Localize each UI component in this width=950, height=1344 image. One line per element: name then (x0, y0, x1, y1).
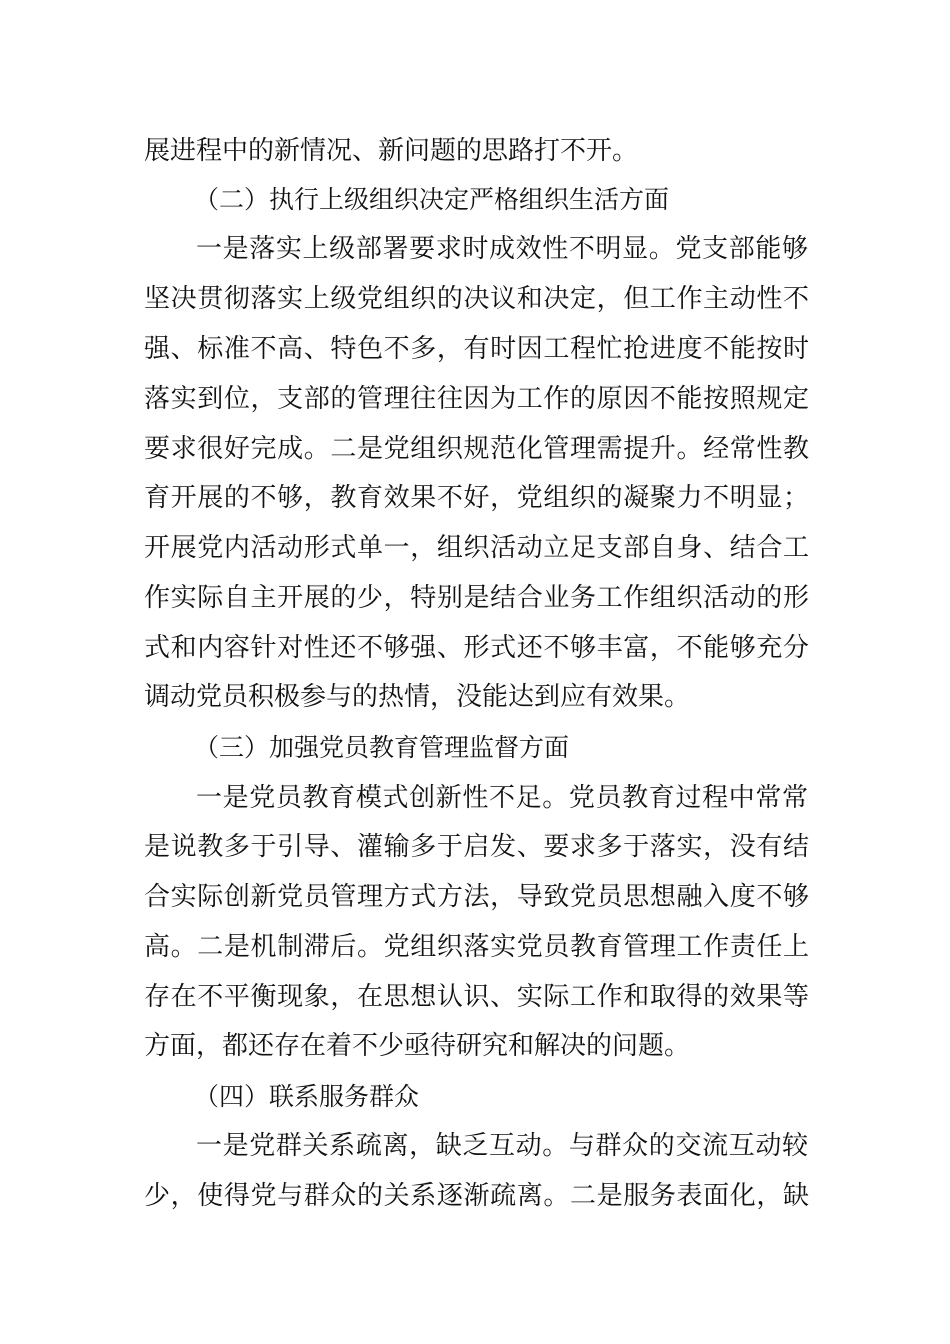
paragraph-line: 合实际创新党员管理方式方法，导致党员思想融入度不够 (144, 882, 809, 912)
paragraph-line: 一是党群关系疏离，缺乏互动。与群众的交流互动较 (196, 1131, 808, 1161)
paragraph-line: 高。二是机制滞后。党组织落实党员教育管理工作责任上 (144, 932, 809, 962)
paragraph-line: 一是落实上级部署要求时成效性不明显。党支部能够 (196, 234, 808, 264)
paragraph-line: 是说教多于引导、灌输多于启发、要求多于落实，没有结 (144, 832, 809, 862)
section-heading: （四）联系服务群众 (194, 1082, 420, 1111)
paragraph-line: 式和内容针对性还不够强、形式还不够丰富，不能够充分 (144, 633, 809, 663)
paragraph-line: 开展党内活动形式单一，组织活动立足支部自身、结合工 (144, 533, 809, 563)
section-heading: （二）执行上级组织决定严格组织生活方面 (194, 185, 670, 214)
paragraph-line: 存在不平衡现象，在思想认识、实际工作和取得的效果等 (144, 982, 809, 1012)
paragraph-line: 落实到位，支部的管理往往因为工作的原因不能按照规定 (144, 384, 809, 414)
paragraph-line: 调动党员积极参与的热情，没能达到应有效果。 (144, 682, 691, 712)
paragraph-line: 展进程中的新情况、新问题的思路打不开。 (144, 136, 639, 166)
paragraph-line: 作实际自主开展的少，特别是结合业务工作组织活动的形 (144, 583, 809, 613)
paragraph-line: 强、标准不高、特色不多，有时因工程忙抢进度不能按时 (144, 334, 809, 364)
section-heading: （三）加强党员教育管理监督方面 (194, 733, 570, 762)
paragraph-line: 方面，都还存在着不少亟待研究和解决的问题。 (144, 1031, 691, 1061)
paragraph-line: 一是党员教育模式创新性不足。党员教育过程中常常 (196, 783, 808, 813)
paragraph-line: 坚决贯彻落实上级党组织的决议和决定，但工作主动性不 (144, 284, 809, 314)
paragraph-line: 育开展的不够，教育效果不好，党组织的凝聚力不明显； (144, 483, 809, 513)
paragraph-line: 要求很好完成。二是党组织规范化管理需提升。经常性教 (144, 434, 809, 464)
paragraph-line: 少，使得党与群众的关系逐渐疏离。二是服务表面化，缺 (144, 1181, 809, 1211)
